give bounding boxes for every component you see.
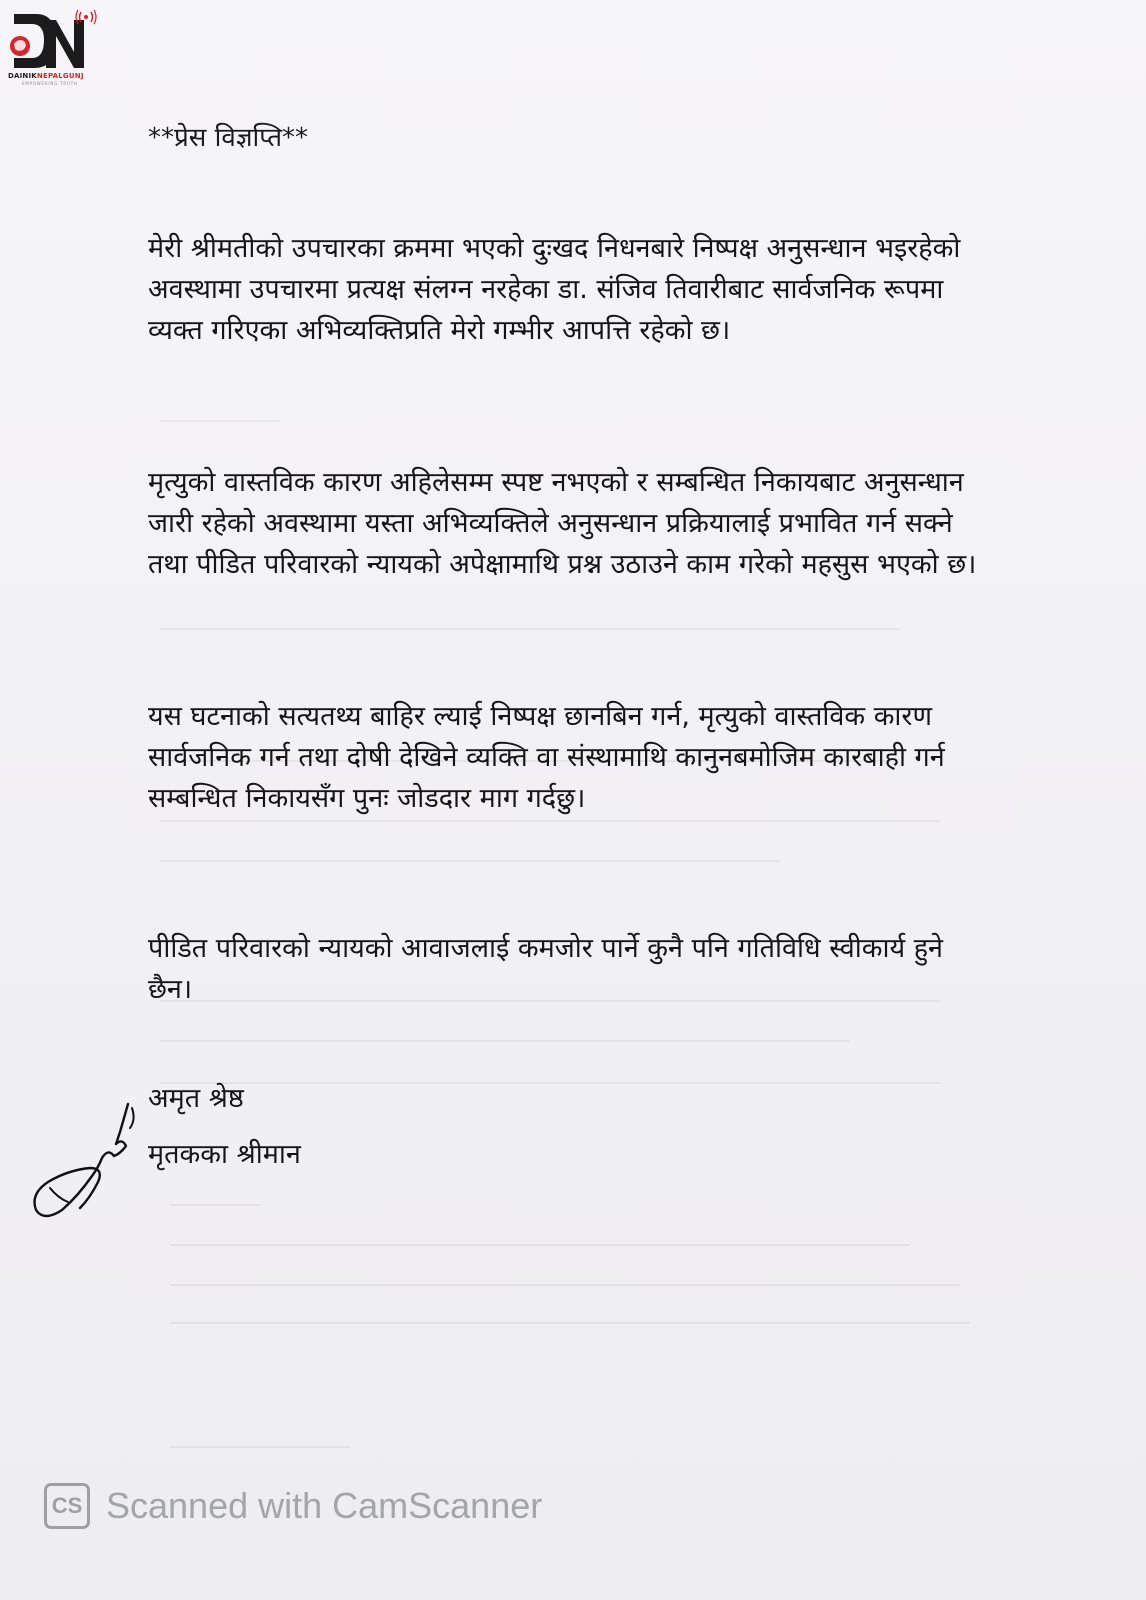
paragraph-4: पीडित परिवारको न्यायको आवाजलाई कमजोर पार्ने कुनै पनि गतिविधि स्वीकार्य हुने छैन। [148, 933, 944, 1005]
handwritten-signature [28, 1098, 146, 1224]
paragraph-3: यस घटनाको सत्यतथ्य बाहिर ल्याई निष्पक्ष छानबिन गर्न, मृत्युको वास्तविक कारण सार्वजनिक गर्न तथा दोषी देखिने व्यक्ति वा संस्थामाथि कानुनबमोजिम कारबाही गर्न सम्बन्धित निकायसँग पुनः जोडदार माग गर्दछु। [148, 701, 945, 814]
signatory-role: मृतकका श्रीमान [148, 1139, 301, 1170]
logo-tagline: EMPOWERING TRUTH [22, 81, 78, 86]
camscanner-badge-icon: CS [44, 1483, 90, 1529]
camscanner-text: Scanned with CamScanner [106, 1485, 543, 1526]
camscanner-watermark [44, 1478, 542, 1534]
logo-wordmark: DAINIKNEPALGUNJ [8, 72, 84, 80]
signatory-name: अमृत श्रेष्ठ [148, 1083, 244, 1114]
press-release-heading: **प्रेस विज्ञप्ति** [148, 123, 309, 153]
paragraph-1: मेरी श्रीमतीको उपचारका क्रममा भएको दुःखद निधनबारे निष्पक्ष अनुसन्धान भइरहेको अवस्थामा उपचारमा प्रत्यक्ष संलग्न नरहेका डा. संजिव तिवारीबाट सार्वजनिक रूपमा व्यक्त गरिएका अभिव्यक्तिप्रति मेरो गम्भीर आपत्ति रहेको छ। [148, 233, 961, 346]
paragraph-2: मृत्युको वास्तविक कारण अहिलेसम्म स्पष्ट नभएको र सम्बन्धित निकायबाट अनुसन्धान जारी रहेको अवस्थामा यस्ता अभिव्यक्तिले अनुसन्धान प्रक्रियालाई प्रभावित गर्न सक्ने तथा पीडित परिवारको न्यायको अपेक्षामाथि प्रश्न उठाउने काम गरेको महसुस भएको छ। [148, 467, 977, 580]
